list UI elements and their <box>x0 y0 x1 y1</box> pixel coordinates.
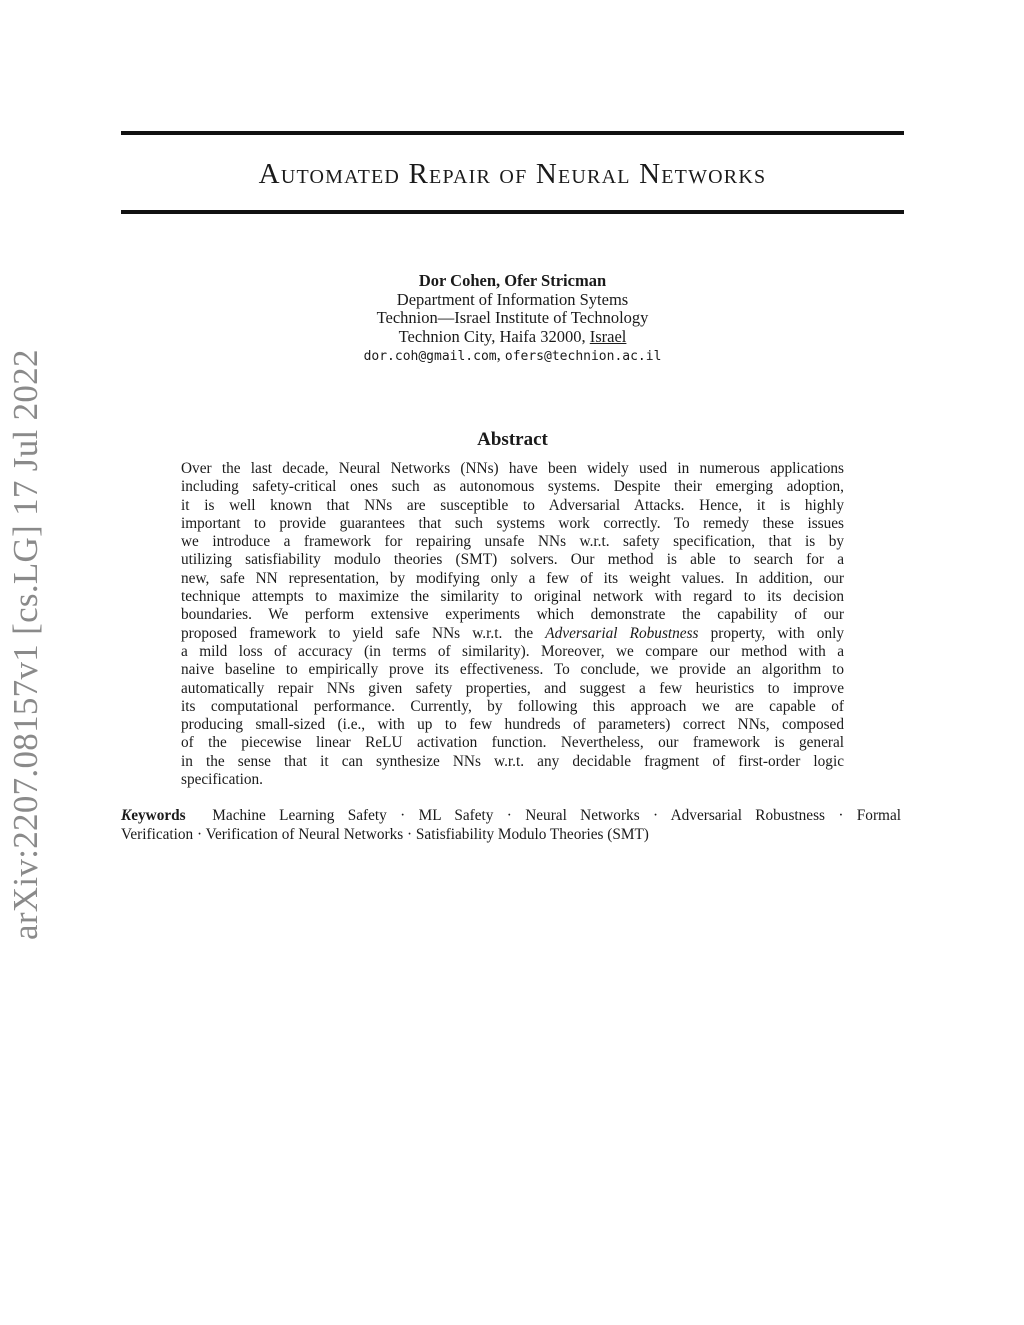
abstract-last-line: specification. <box>181 771 263 789</box>
author-block <box>121 272 904 367</box>
abstract-line-with-emphasis <box>181 625 844 643</box>
title-bottom-rule <box>121 210 904 214</box>
address-prefix: Technion City, Haifa 32000, <box>398 326 590 346</box>
keywords-label-initial: K <box>121 807 132 824</box>
abstract-body <box>181 460 844 789</box>
abstract-line: utilizing satisfiability modulo theories (SMT) solvers. Our method is able to search for a <box>181 551 844 569</box>
country-link[interactable]: Israel <box>589 326 627 346</box>
abstract-line: producing small-sized (i.e., with up to few hundreds of parameters) correct NNs, composed <box>181 716 844 734</box>
abstract-line: new, safe NN representation, by modifying only a few of its weight values. In addition, our <box>181 569 844 587</box>
abstract-line: automatically repair NNs given safety properties, and suggest a few heuristics to improve <box>181 679 844 697</box>
abstract-line: we introduce a framework for repairing unsafe NNs w.r.t. safety specification, that is by <box>181 533 844 551</box>
keywords-block <box>121 807 901 844</box>
abstract-line: naive baseline to empirically prove its effectiveness. To conclude, we provide an algorithm to <box>181 661 844 679</box>
keywords-label-rest: eywords <box>131 807 186 824</box>
author-names: Dor Cohen, Ofer Stricman <box>418 271 607 290</box>
abstract-line-part: property, with only <box>698 624 844 642</box>
department: Department of Information Sytems <box>396 289 629 309</box>
institute: Technion—Israel Institute of Technology <box>376 308 649 327</box>
keywords-text-1: Machine Learning Safety · ML Safety · Neural Networks · Adversarial Robustness · Formal <box>212 807 901 824</box>
arxiv-identifier-stamp: arXiv:2207.08157v1 [cs.LG] 17 Jul 2022 <box>6 349 45 940</box>
keywords-line-1 <box>121 807 901 826</box>
emails <box>121 346 904 367</box>
paper-title: Automated Repair of Neural Networks <box>258 158 767 190</box>
title-top-rule <box>121 131 904 135</box>
email-1[interactable]: dor.coh@gmail.com <box>363 349 497 364</box>
abstract-line-part: proposed framework to yield safe NNs w.r.t. the <box>181 624 546 642</box>
abstract-line: important to provide guarantees that such systems work correctly. To remedy these issues <box>181 514 844 532</box>
email-separator: , <box>496 345 505 364</box>
abstract-line: a mild loss of accuracy (in terms of similarity). Moreover, we compare our method with a <box>181 642 844 660</box>
address <box>121 328 904 347</box>
abstract-line: of the piecewise linear ReLU activation function. Nevertheless, our framework is general <box>181 734 844 752</box>
abstract-line: boundaries. We perform extensive experiments which demonstrate the capability of our <box>181 606 844 624</box>
email-2[interactable]: ofers@technion.ac.il <box>504 349 662 364</box>
abstract-line: it is well known that NNs are susceptible to Adversarial Attacks. Hence, it is highly <box>181 496 844 514</box>
abstract-line: its computational performance. Currently, by following this approach we are capable of <box>181 697 844 715</box>
abstract-heading: Abstract <box>477 429 548 450</box>
abstract-line: Over the last decade, Neural Networks (NNs) have been widely used in numerous applications <box>181 460 844 477</box>
keywords-label <box>121 807 186 824</box>
emphasized-term: Adversarial Robustness <box>545 624 699 642</box>
abstract-line: including safety-critical ones such as autonomous systems. Despite their emerging adoption, <box>181 478 844 496</box>
keywords-text-2: Verification · Verification of Neural Networks · Satisfiability Modulo Theories (SMT) <box>121 825 649 843</box>
abstract-line: technique attempts to maximize the similarity to original network with regard to its decision <box>181 588 844 606</box>
abstract-line: in the sense that it can synthesize NNs w.r.t. any decidable fragment of first-order logic <box>181 752 844 770</box>
